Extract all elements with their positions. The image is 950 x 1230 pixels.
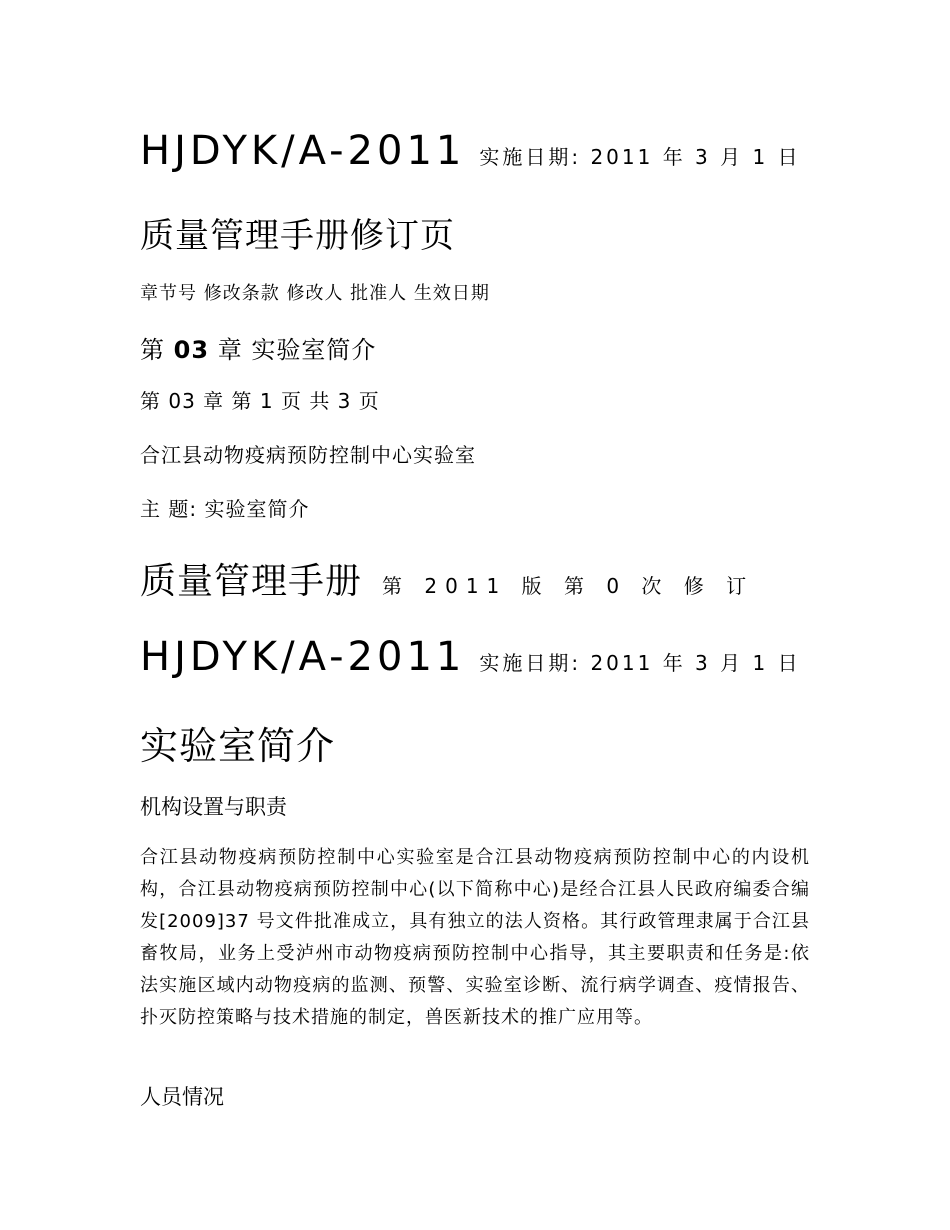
effective-date-2: 实施日期: 2011 年 3 月 1 日 (479, 651, 801, 675)
document-code: HJDYK/A-2011 (140, 128, 466, 174)
header-line-2 (140, 634, 801, 680)
manual-heading (140, 553, 754, 604)
body-paragraph-1: 合江县动物疫病预防控制中心实验室是合江县动物疫病预防控制中心的内设机构，合江县动物疫病预防控制中心(以下简称中心)是经合江县人民政府编委合编发[2009]37 号文件批准成立，具有独立的法人资格。其行政管理隶属于合江县畜牧局，业务上受泸州市动物疫病预防控制中心指导，其主要职责和任务是:依法实施区域内动物疫病的监测、预警、实验室诊断、流行病学调查、疫情报告、扑灭防控策略与技术措施的制定，兽医新技术的推广应用等。 (140, 847, 810, 1028)
chapter-suffix: 章 实验室简介 (217, 336, 377, 364)
subject-line: 主 题: 实验室简介 (140, 497, 310, 521)
manual-title: 质量管理手册 (140, 561, 363, 602)
manual-edition: 第 2011 版 第 0 次 修 订 (382, 574, 755, 598)
section-title: 实验室简介 (140, 724, 336, 768)
revision-page-title: 质量管理手册修订页 (140, 216, 455, 256)
effective-date: 实施日期: 2011 年 3 月 1 日 (479, 145, 801, 169)
revision-columns: 章节号 修改条款 修改人 批准人 生效日期 (140, 283, 490, 304)
chapter-number: 03 (173, 336, 210, 364)
page-info: 第 03 章 第 1 页 共 3 页 (140, 389, 380, 413)
document-code-2: HJDYK/A-2011 (140, 634, 466, 680)
chapter-prefix: 第 (140, 336, 165, 364)
header-line-1 (140, 128, 801, 174)
subsection-title-2: 人员情况 (140, 1085, 224, 1109)
chapter-heading (140, 330, 376, 365)
organization-name: 合江县动物疫病预防控制中心实验室 (140, 443, 476, 467)
subsection-title-1: 机构设置与职责 (140, 795, 287, 819)
